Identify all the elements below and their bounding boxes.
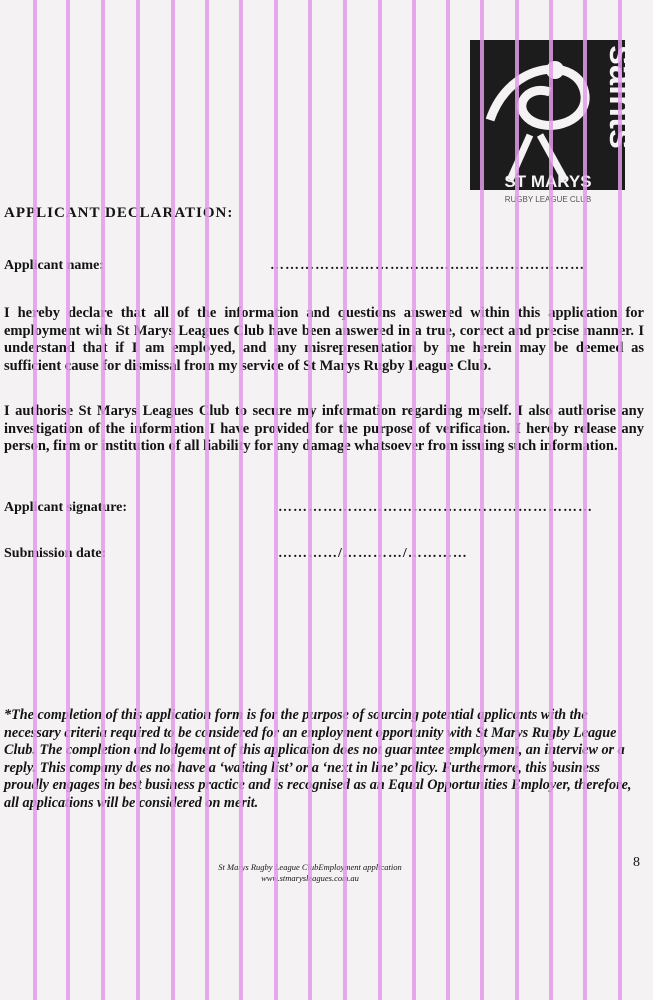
declaration-paragraph-1: I hereby declare that all of the information and questions answered within this application for employment with St Marys Leagues Club have been answered in a true, correct and precise manner. I understand that if I am employed, and any misrepresentation by me herein may be deemed as sufficient cause for dismissal from my service of St Marys Rugby League Club. xyxy=(4,305,644,374)
page-footer xyxy=(160,862,460,884)
applicant-signature-label: Applicant signature: xyxy=(4,500,128,515)
declaration-heading: APPLICANT DECLARATION: xyxy=(4,205,234,221)
footer-line-1: St Marys Rugby League ClubEmployment application xyxy=(218,862,402,872)
declaration-paragraph-2: I authorise St Marys Leagues Club to secure my information regarding myself. I also authorise any investigation of the information I have provided for the purpose of verification. I hereby release any person, firm or institution of all liability for any damage whatsoever from issuing such information. xyxy=(4,403,644,454)
page-number: 8 xyxy=(633,855,640,870)
applicant-signature-line[interactable]: ……………………………………………………… xyxy=(278,500,593,515)
applicant-name-label: Applicant name: xyxy=(4,258,104,273)
logo-subtitle: RUGBY LEAGUE CLUB xyxy=(504,195,592,204)
logo-club-name: ST MARYS xyxy=(504,172,592,191)
submission-date-label: Submission date: xyxy=(4,546,107,561)
submission-date-line[interactable]: …………/…………/………… xyxy=(278,546,468,561)
application-note: *The completion of this application form is for the purpose of sourcing potential applicants with the necessary criteria required to be considered for an employment opportunity with St Marys Rugby League Club. The completion and lodgement of this application does not guarantee employment, an interview or a reply. This company does not have a ‘waiting list’ or a ‘next in line’ policy. Furthermore, this business proudly engages in best business practice and is recognised as an Equal Opportunities Employer, therefore, all applications will be considered on merit. xyxy=(4,707,632,811)
st-marys-saints-logo xyxy=(470,40,643,205)
logo-player-head-icon xyxy=(546,61,564,79)
footer-website: www.stmarysleagues.com.au xyxy=(261,873,359,883)
logo-wordmark: saints xyxy=(602,45,643,150)
applicant-name-line[interactable]: ……………………………………………………… xyxy=(270,258,585,273)
